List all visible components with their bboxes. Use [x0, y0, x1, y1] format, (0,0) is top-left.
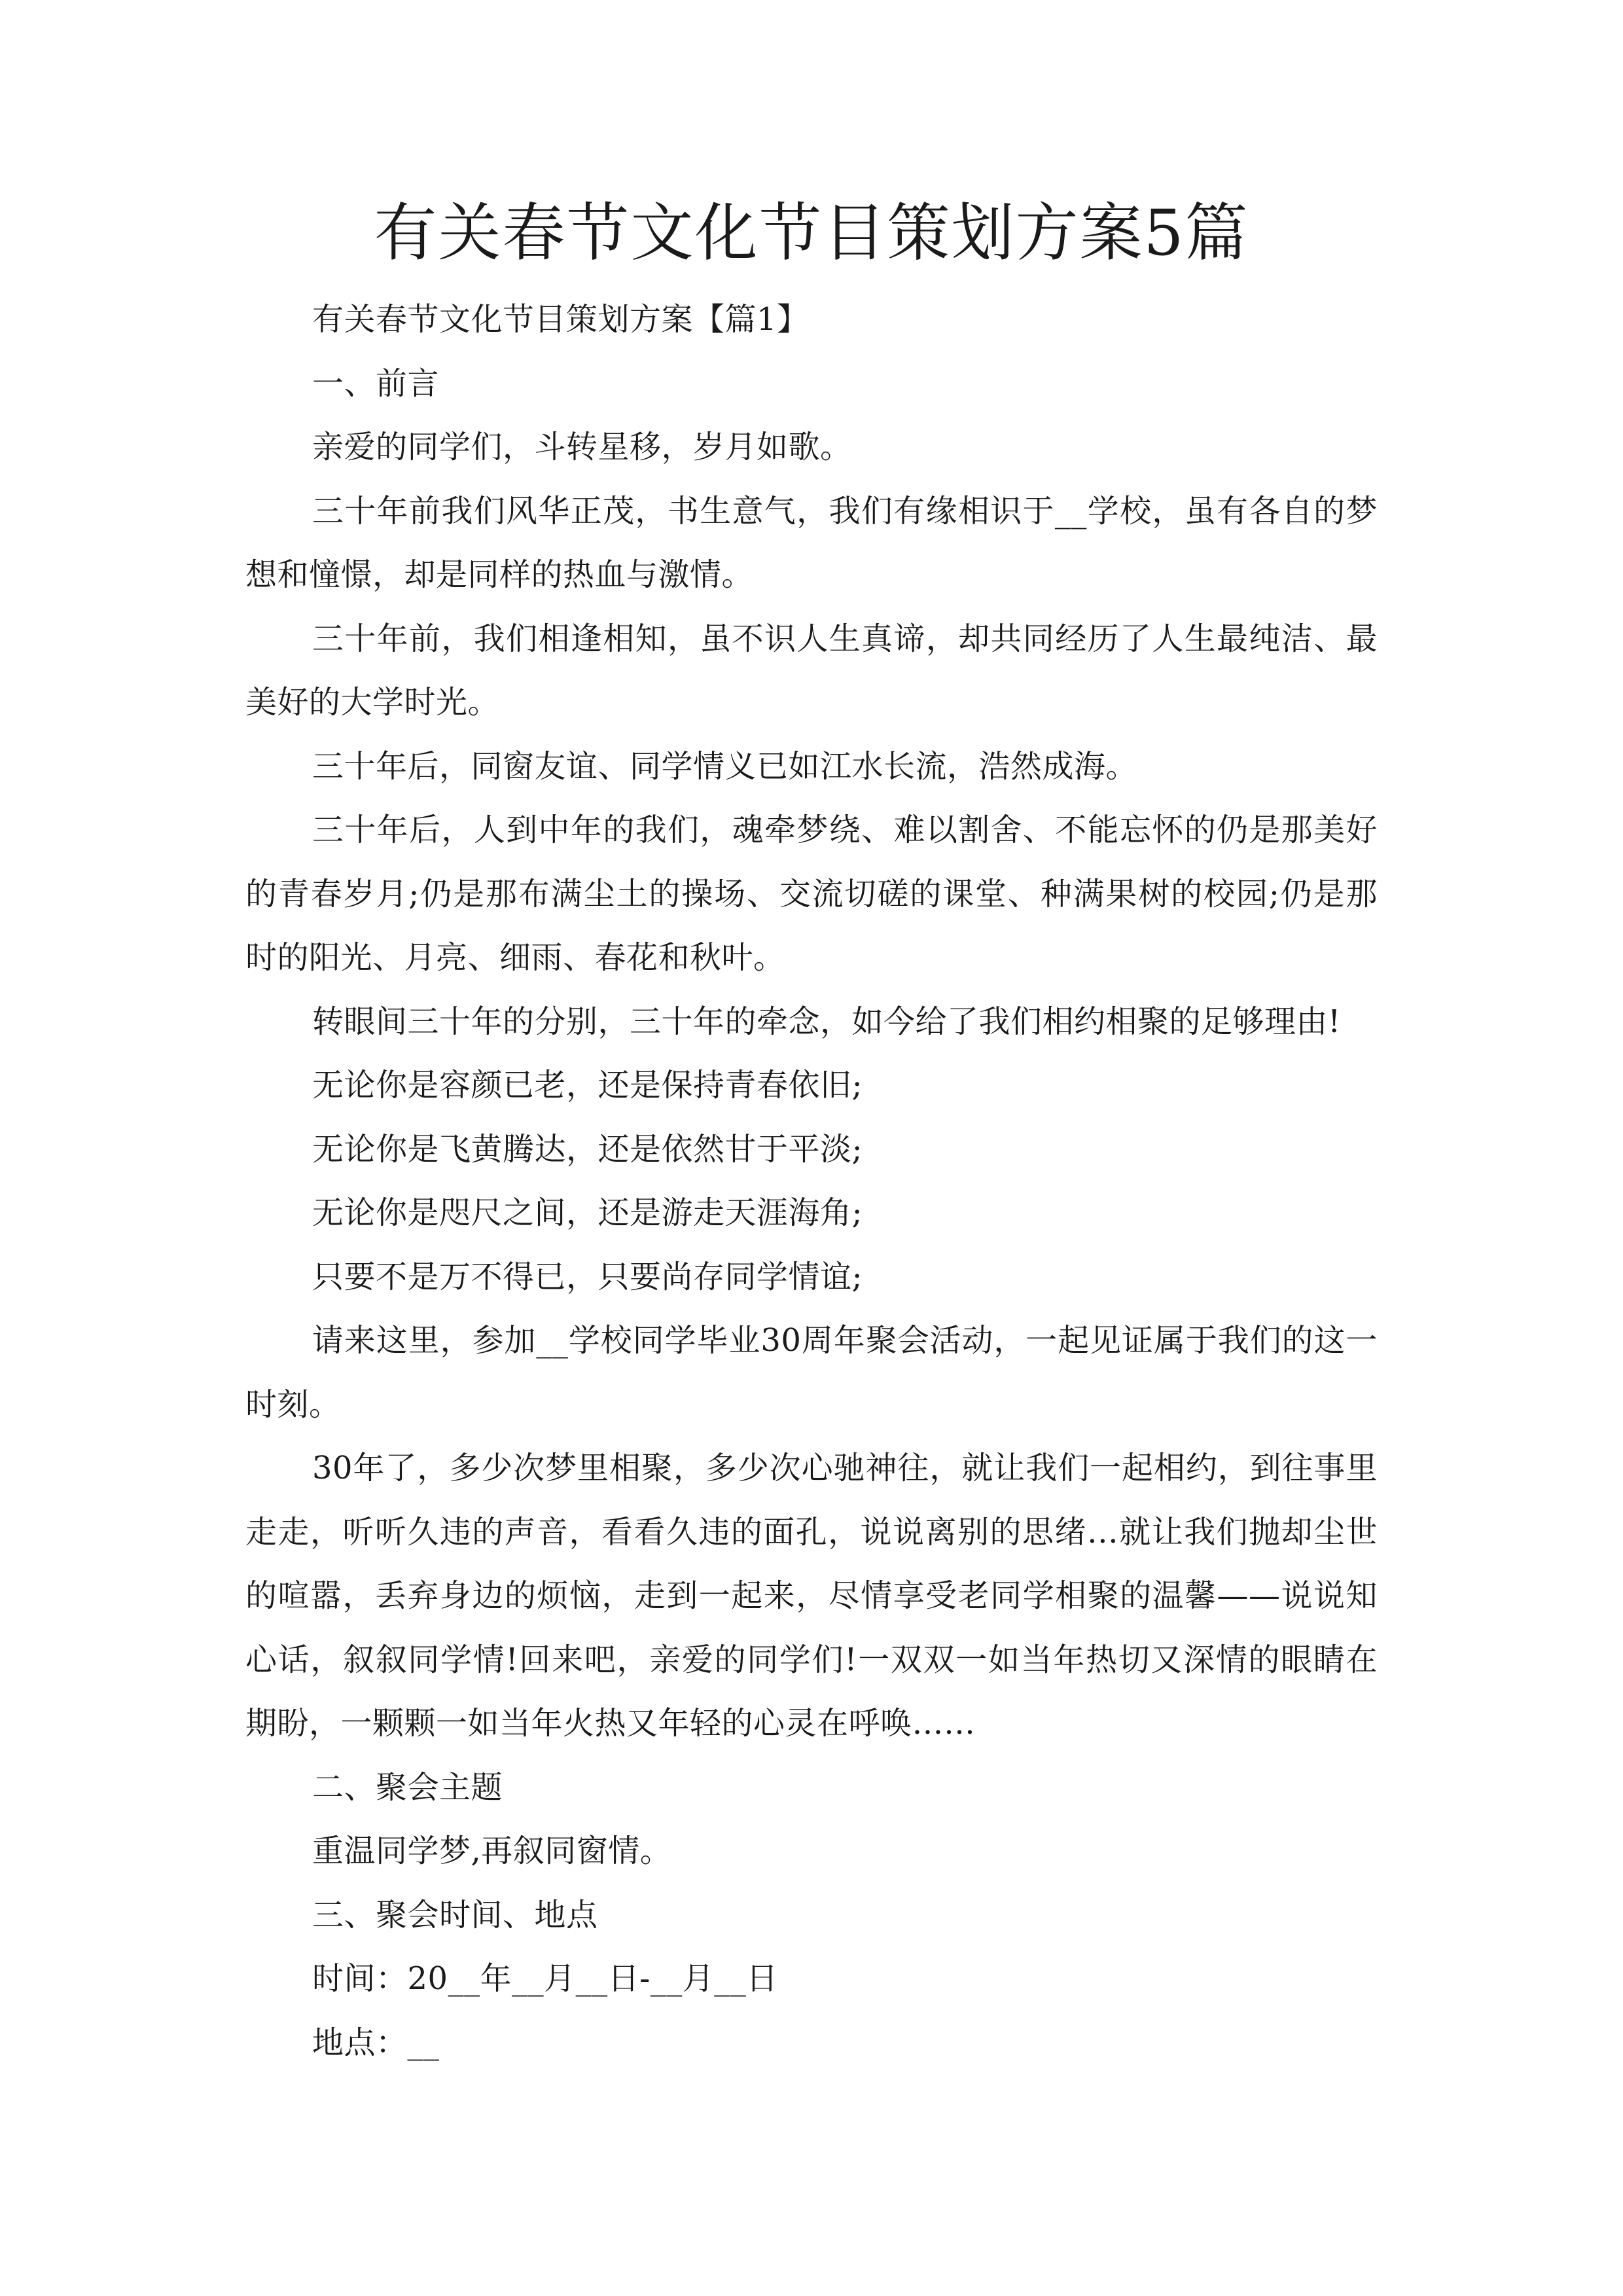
paragraph-time: 时间：20__年__月__日-__月__日	[312, 1960, 778, 1997]
paragraph: 请来这里，参加__学校同学毕业30周年聚会活动，一起见证属于我们的这一时刻。	[245, 1322, 1378, 1423]
document-body	[245, 288, 1378, 2075]
paragraph-section-heading: 有关春节文化节目策划方案【篇1】	[312, 301, 809, 338]
paragraph: 只要不是万不得已，只要尚存同学情谊;	[312, 1258, 863, 1295]
paragraph: 30年了，多少次梦里相聚，多少次心驰神往，就让我们一起相约，到往事里走走，听听久违的声音，看看久违的面孔，说说离别的思绪…就让我们抛却尘世的喧嚣，丢弃身边的烦恼，走到一起来，尽情享受老同学相聚的温馨——说说知心话，叙叙同学情!回来吧，亲爱的同学们!一双双一如当年热切又深情的眼睛在期盼，一颗颗一如当年火热又年轻的心灵在呼唤……	[245, 1450, 1378, 1742]
paragraph: 三十年前，我们相逢相知，虽不识人生真谛，却共同经历了人生最纯洁、最美好的大学时光。	[245, 620, 1378, 721]
paragraph-heading-time-place: 三、聚会时间、地点	[312, 1896, 598, 1933]
paragraph: 三十年后，人到中年的我们，魂牵梦绕、难以割舍、不能忘怀的仍是那美好的青春岁月;仍是那布满尘土的操场、交流切磋的课堂、种满果树的校园;仍是那时的阳光、月亮、细雨、春花和秋叶。	[245, 812, 1378, 976]
paragraph: 无论你是咫尺之间，还是游走天涯海角;	[312, 1194, 863, 1231]
paragraph: 转眼间三十年的分别，三十年的牵念，如今给了我们相约相聚的足够理由!	[312, 1003, 1341, 1040]
document-title: 有关春节文化节目策划方案5篇	[374, 196, 1249, 270]
paragraph: 重温同学梦,再叙同窗情。	[312, 1833, 672, 1869]
paragraph-heading-theme: 二、聚会主题	[312, 1768, 503, 1806]
paragraph: 亲爱的同学们，斗转星移，岁月如歌。	[312, 429, 852, 465]
paragraph: 无论你是飞黄腾达，还是依然甘于平淡;	[312, 1130, 863, 1168]
paragraph: 三十年后，同窗友谊、同学情义已如江水长流，浩然成海。	[312, 747, 1138, 785]
paragraph: 无论你是容颜已老，还是保持青春依旧;	[312, 1067, 863, 1103]
paragraph-place: 地点：__	[312, 2024, 440, 2061]
paragraph-heading-preface: 一、前言	[312, 365, 440, 402]
paragraph: 三十年前我们风华正茂，书生意气，我们有缘相识于__学校，虽有各自的梦想和憧憬，却是同样的热血与激情。	[245, 492, 1378, 593]
